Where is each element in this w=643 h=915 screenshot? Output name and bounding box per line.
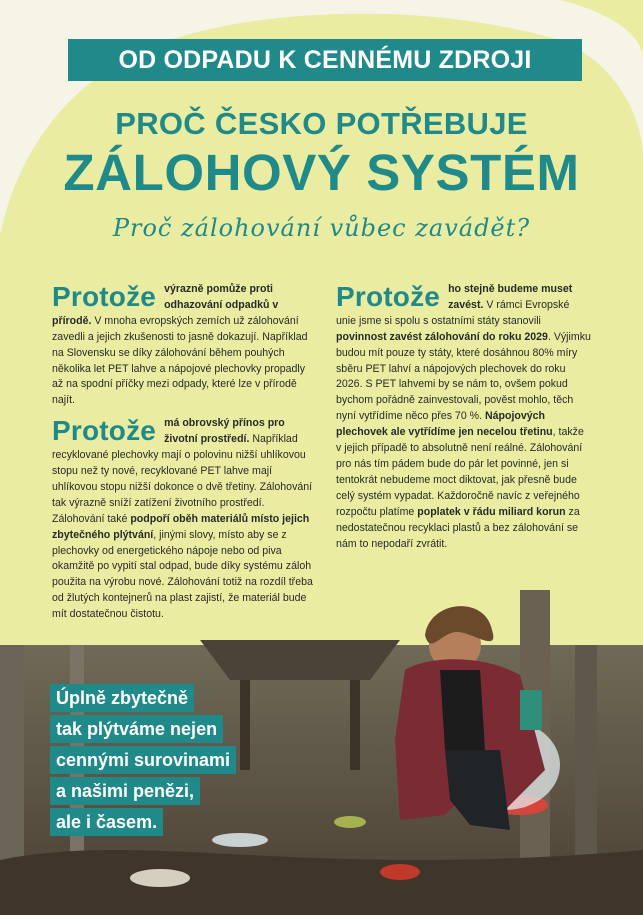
right-p1-bold4: poplatek v řádu miliard korun: [417, 505, 566, 518]
right-p1-text: V rámci Evropské unie jsme si spolu s ostatními státy stanovili: [336, 298, 570, 327]
subtitle: Proč zálohování vůbec zavádět?: [112, 214, 531, 242]
quote-line: tak plýtváme nejen: [50, 715, 223, 743]
left-paragraph-1: [52, 282, 314, 409]
protoze-heading: Protože: [52, 281, 157, 312]
left-p1-bold: výrazně pomůže proti odhazování odpadků v přírodě.: [52, 283, 279, 327]
protoze-heading: Protože: [52, 415, 157, 447]
right-paragraph-1: [336, 282, 592, 552]
right-p1-bold3: Nápojových plechovek ale vytřídíme jen necelou třetinu: [336, 410, 553, 439]
right-column: [336, 282, 592, 552]
left-p2-text2: , jinými slovy, místo aby se z plechovky od energetického nápoje nebo od piva okamžitě po vypití stal odpad, bude díky systému záloh použita na výrobu nové. Zálohování totiž na rozdíl třeba od žlutých kontejnerů na plast zajistí, že materiál bude mít dostatečnou čistotu.: [52, 528, 313, 621]
left-p2-text: Například recyklované plechovky mají o polovinu nižší uhlíkovou stopu než ty nové, recyklované PET lahve mají uhlíkovou stopu nižší dokonce o dvě třetiny. Zálohování tak výrazně sníží zatížení životního prostředí. Zálohování také: [52, 433, 313, 525]
right-p1-bold2: povinnost zavést zálohování do roku 2029: [336, 330, 548, 343]
quote-line: Úplně zbytečně: [50, 684, 194, 712]
right-p1-text2: . Výjimku budou mít pouze ty státy, které dosáhnou 80% míry sběru PET lahví a nápojových plechovek do roku 2026. S PET lahvemi by se nám to, ovšem pokud bychom pořádně zainvestovali, pověst mohlo, těch nyní vytřídíme něco přes 70 %.: [336, 330, 591, 423]
quote-line: cennými surovinami: [50, 746, 236, 774]
right-p1-bold: ho stejně budeme muset zavést.: [448, 283, 573, 311]
headline-line-1: PROČ ČESKO POTŘEBUJE: [115, 106, 528, 141]
quote-line: a našimi penězi,: [50, 777, 200, 805]
headline-line-2: ZÁLOHOVÝ SYSTÉM: [63, 144, 580, 201]
left-p2-bold2: podpoří oběh materiálů místo jejich zbytečného plýtvání: [52, 512, 310, 541]
protoze-heading: Protože: [336, 281, 441, 312]
quote-line: ale i časem.: [50, 808, 163, 836]
quote-box: [50, 684, 236, 839]
left-p1-text: V mnoha evropských zemích už zálohování zavedli a jejich zkušenosti to jasně dokazují. Například na Slovensku se díky zálohování během pouhých několika let PET lahve a nápojové plechovky propadly až na spodní příčky mezi odpady, které lze v přírodě najít.: [52, 314, 308, 407]
section-banner: OD ODPADU K CENNÉMU ZDROJI: [68, 39, 582, 81]
right-p1-text4: za nedostatečnou recyklaci plastů a bez zálohování se nám to nepodaří zvrátit.: [336, 505, 580, 550]
left-p2-bold: má obrovský přínos pro životní prostředí.: [164, 417, 285, 446]
right-p1-text3: , takže v jejich případě to absolutně není reálné. Zálohování pro nás tím pádem bude do pár let povinné, jen si tentokrát nebudeme moct diktovat, jak přesně bude celý systém vypadat. Každoročně navíc z veřejného rozpočtu platíme: [336, 426, 584, 518]
